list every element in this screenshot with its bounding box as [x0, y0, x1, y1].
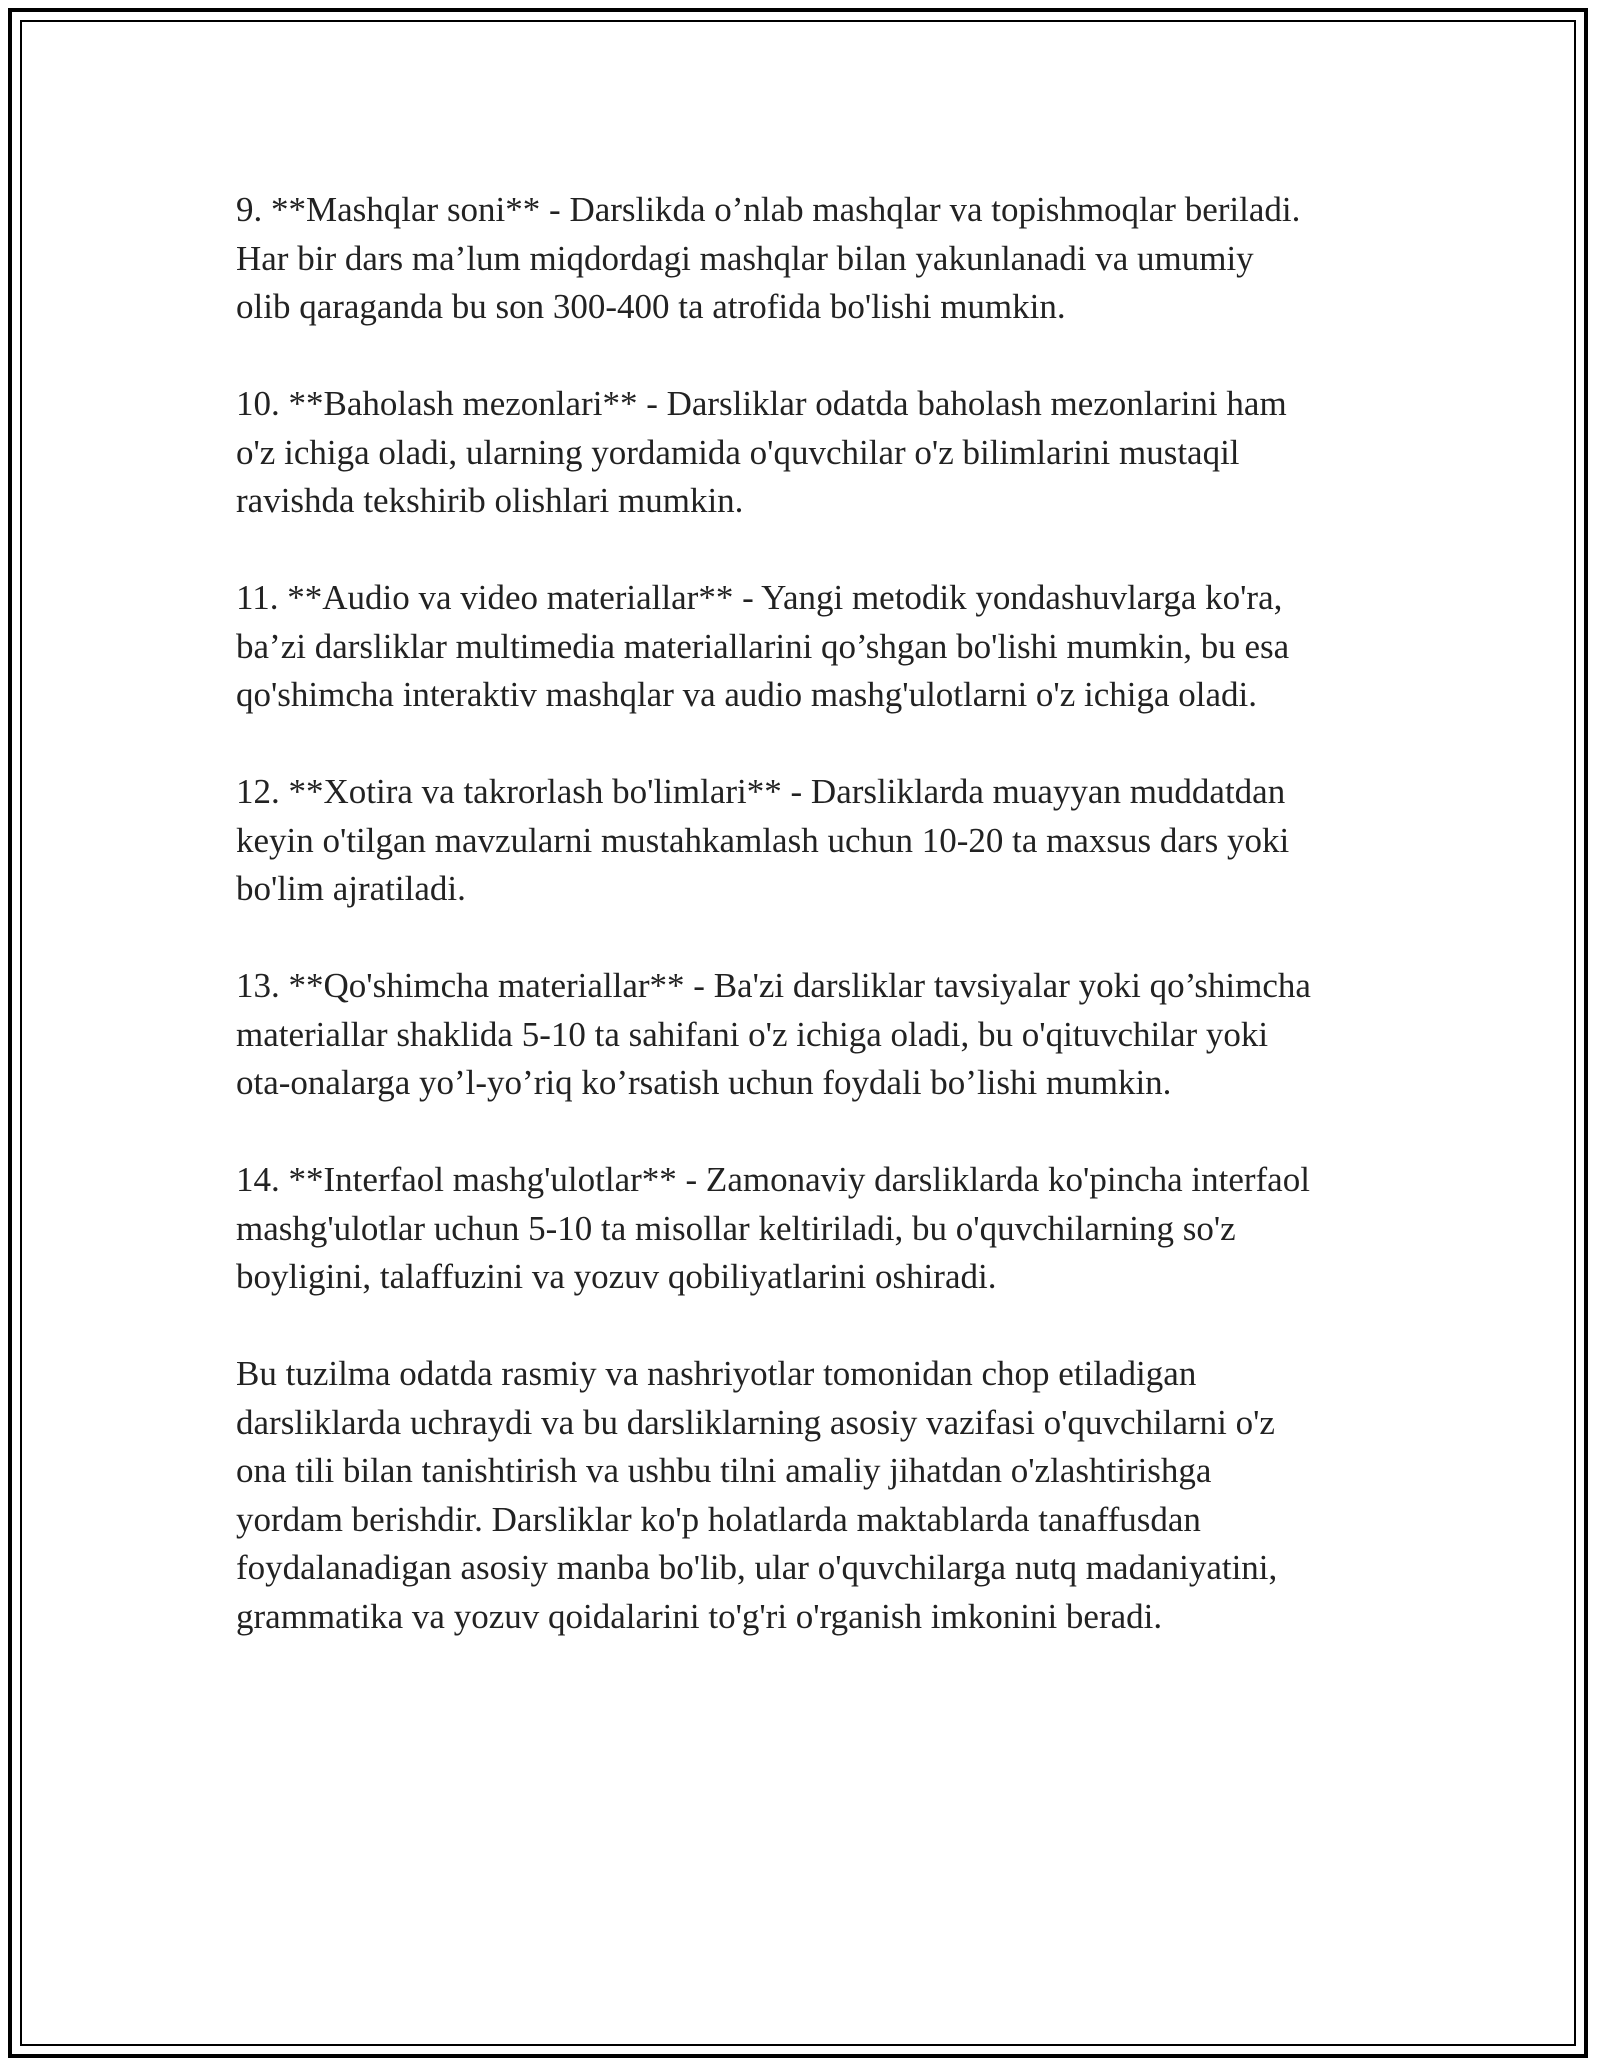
text-line: 9. **Mashqlar soni** - Darslikda o’nlab mashqlar va topishmoqlar beriladi. [236, 190, 1301, 229]
text-line: mashg'ulotlar uchun 5-10 ta misollar keltiriladi, bu o'quvchilarning so'z [236, 1208, 1236, 1248]
text-line: 13. **Qo'shimcha materiallar** - Ba'zi darsliklar tavsiyalar yoki qo’shimcha [236, 966, 1311, 1005]
paragraph-audio-video [236, 574, 1386, 720]
text-line: ba’zi darsliklar multimedia materiallarini qo’shgan bo'lishi mumkin, bu esa [236, 626, 1290, 666]
text-line: bo'lim ajratiladi. [236, 869, 466, 908]
text-line: foydalanadigan asosiy manba bo'lib, ular o'quvchilarga nutq madaniyatini, [236, 1548, 1278, 1587]
text-line: olib qaraganda bu son 300-400 ta atrofida bo'lishi mumkin. [236, 287, 1066, 326]
text-line: ravishda tekshirib olishlari mumkin. [236, 481, 744, 520]
text-line: qo'shimcha interaktiv mashqlar va audio mashg'ulotlarni o'z ichiga oladi. [236, 675, 1258, 714]
text-line: materiallar shaklida 5-10 ta sahifani o'z ichiga oladi, bu o'qituvchilar yoki [236, 1014, 1269, 1054]
text-line: 11. **Audio va video materiallar** - Yangi metodik yondashuvlarga ko'ra, [236, 578, 1283, 617]
text-line: Bu tuzilma odatda rasmiy va nashriyotlar tomonidan chop etiladigan [236, 1354, 1197, 1393]
text-line: grammatika va yozuv qoidalarini to'g'ri o'rganish imkonini beradi. [236, 1596, 1163, 1636]
text-line: ota-onalarga yo’l-yo’riq ko’rsatish uchun foydali bo’lishi mumkin. [236, 1063, 1172, 1102]
document-body [236, 186, 1386, 1690]
paragraph-xotira-takrorlash [236, 768, 1386, 914]
paragraph-baholash-mezonlari [236, 380, 1386, 526]
text-line: o'z ichiga oladi, ularning yordamida o'quvchilar o'z bilimlarini mustaqil [236, 432, 1240, 472]
text-line: Har bir dars ma’lum miqdordagi mashqlar bilan yakunlanadi va umumiy [236, 238, 1254, 278]
text-line: 12. **Xotira va takrorlash bo'limlari** - Darsliklarda muayyan muddatdan [236, 772, 1286, 811]
text-line: 10. **Baholash mezonlari** - Darsliklar odatda baholash mezonlarini ham [236, 384, 1287, 423]
paragraph-mashqlar-soni [236, 186, 1386, 332]
text-line: keyin o'tilgan mavzularni mustahkamlash uchun 10-20 ta maxsus dars yoki [236, 820, 1290, 860]
text-line: 14. **Interfaol mashg'ulotlar** - Zamonaviy darsliklarda ko'pincha interfaol [236, 1160, 1310, 1199]
text-line: boyligini, talaffuzini va yozuv qobiliyatlarini oshiradi. [236, 1257, 997, 1296]
paragraph-conclusion [236, 1350, 1386, 1641]
text-line: darsliklarda uchraydi va bu darsliklarning asosiy vazifasi o'quvchilarni o'z [236, 1402, 1275, 1442]
paragraph-qoshimcha-materiallar [236, 962, 1386, 1108]
text-line: yordam berishdir. Darsliklar ko'p holatlarda maktablarda tanaffusdan [236, 1499, 1201, 1539]
paragraph-interfaol-mashgulotlar [236, 1156, 1386, 1302]
text-line: ona tili bilan tanishtirish va ushbu tilni amaliy jihatdan o'zlashtirishga [236, 1451, 1212, 1490]
